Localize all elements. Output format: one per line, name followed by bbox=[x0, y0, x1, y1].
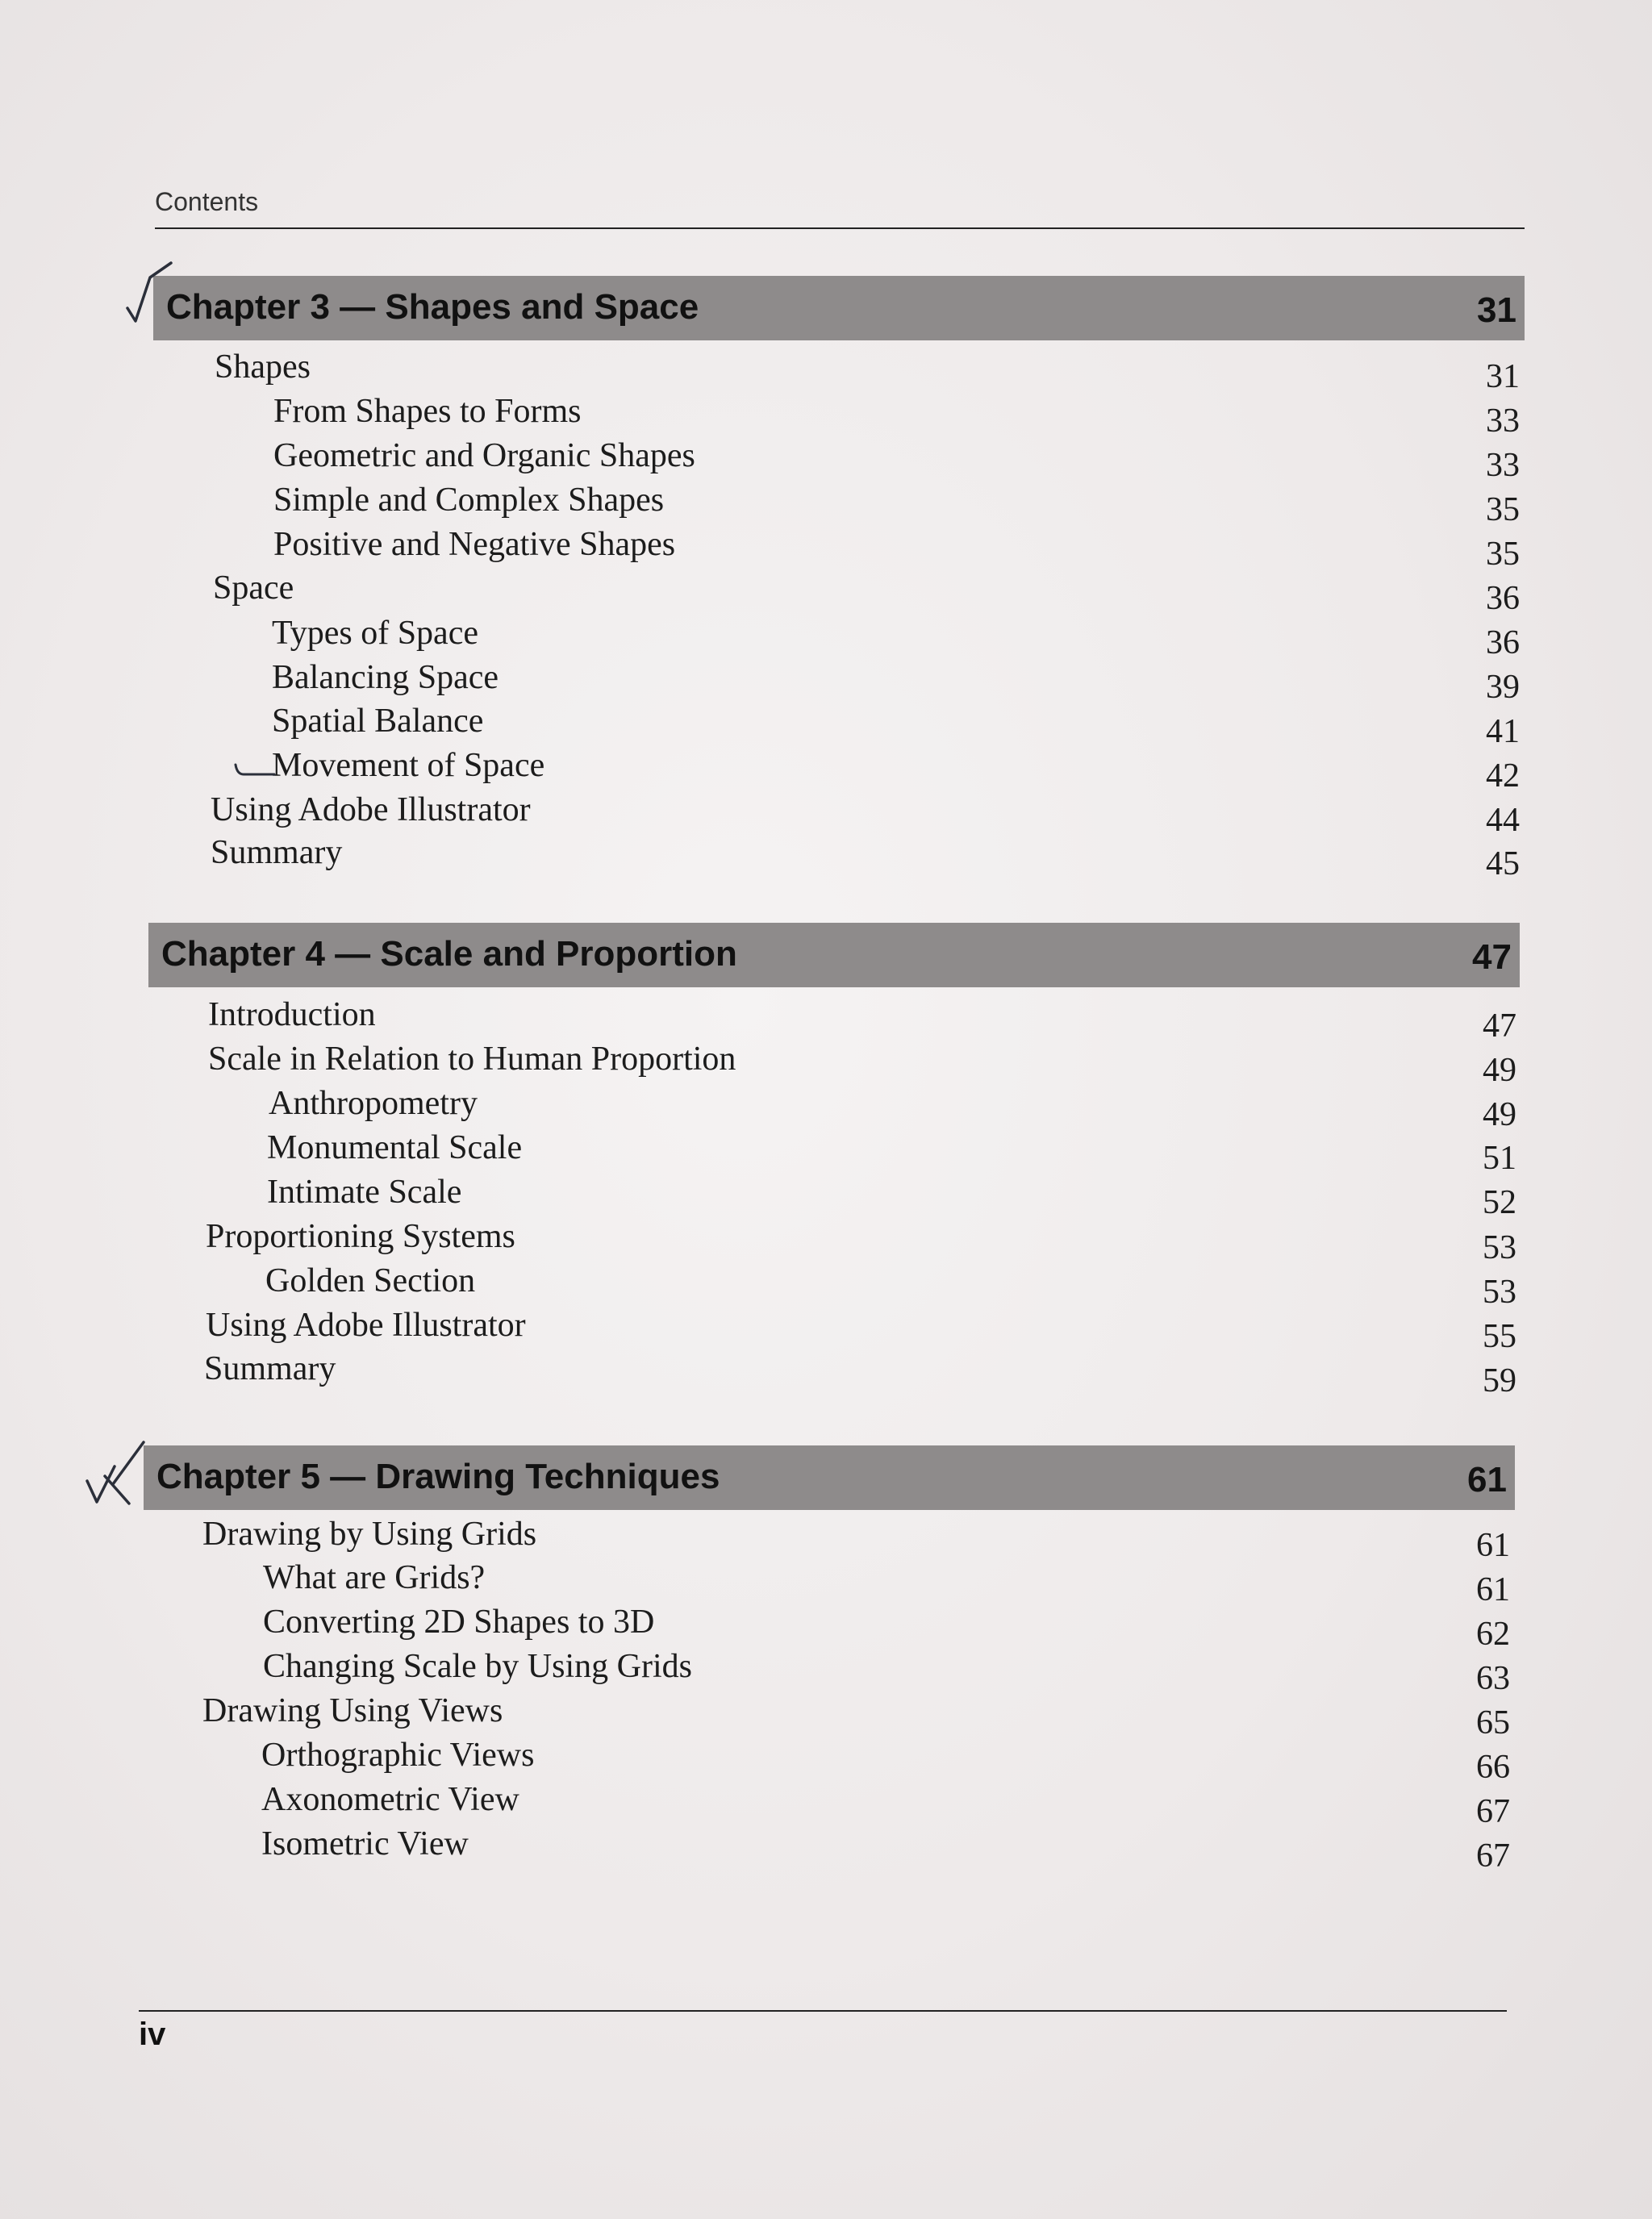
toc-entry: From Shapes to Forms bbox=[273, 393, 582, 430]
toc-entry: Isometric View bbox=[261, 1825, 469, 1862]
chapter-5-heading bbox=[144, 1445, 1515, 1510]
toc-page: 65 bbox=[1476, 1704, 1510, 1741]
toc-page: 49 bbox=[1483, 1052, 1516, 1089]
toc-page: 53 bbox=[1483, 1229, 1516, 1266]
toc-page: 33 bbox=[1486, 403, 1520, 440]
toc-page: 39 bbox=[1486, 669, 1520, 706]
toc-entry: Anthropometry bbox=[269, 1085, 478, 1122]
checkmark-icon bbox=[121, 258, 186, 331]
footer-rule bbox=[139, 2010, 1507, 2012]
toc-page: 42 bbox=[1486, 757, 1520, 795]
toc-entry: What are Grids? bbox=[263, 1559, 486, 1596]
toc-entry: Orthographic Views bbox=[261, 1737, 535, 1774]
chapter-title: Chapter 4 — Scale and Proportion bbox=[161, 934, 737, 974]
toc-page: 61 bbox=[1476, 1527, 1510, 1564]
pen-dash-mark bbox=[232, 758, 281, 782]
toc-entry: Space bbox=[213, 569, 294, 607]
toc-entry: Proportioning Systems bbox=[206, 1218, 515, 1255]
toc-entry: Golden Section bbox=[265, 1262, 476, 1299]
toc-entry: Changing Scale by Using Grids bbox=[263, 1648, 692, 1685]
running-header: Contents bbox=[155, 187, 259, 216]
toc-page: 55 bbox=[1483, 1318, 1516, 1355]
toc-page: 49 bbox=[1483, 1096, 1516, 1133]
toc-page: 36 bbox=[1486, 580, 1520, 617]
chapter-4-heading bbox=[148, 923, 1520, 987]
chapter-page: 61 bbox=[1467, 1460, 1507, 1499]
toc-page: 63 bbox=[1476, 1660, 1510, 1697]
toc-entry: Summary bbox=[204, 1350, 336, 1387]
toc-entry: Positive and Negative Shapes bbox=[273, 526, 676, 563]
toc-page: 33 bbox=[1486, 447, 1520, 484]
chapter-title: Chapter 5 — Drawing Techniques bbox=[156, 1457, 720, 1496]
toc-page: 61 bbox=[1476, 1571, 1510, 1608]
toc-page: 66 bbox=[1476, 1749, 1510, 1786]
checkmark-icon bbox=[81, 1434, 161, 1515]
toc-entry: Monumental Scale bbox=[267, 1129, 523, 1166]
toc-page: 59 bbox=[1483, 1362, 1516, 1399]
toc-entry: Converting 2D Shapes to 3D bbox=[263, 1604, 655, 1641]
chapter-3-heading bbox=[153, 276, 1525, 340]
toc-entry: Drawing Using Views bbox=[202, 1692, 503, 1729]
toc-page: 44 bbox=[1486, 802, 1520, 839]
toc-page: 36 bbox=[1486, 624, 1520, 661]
toc-page: 62 bbox=[1476, 1616, 1510, 1653]
toc-entry: Simple and Complex Shapes bbox=[273, 482, 665, 519]
toc-entry: Using Adobe Illustrator bbox=[211, 791, 531, 828]
chapter-page: 47 bbox=[1472, 937, 1512, 977]
toc-page: 35 bbox=[1486, 491, 1520, 528]
toc-entry: Using Adobe Illustrator bbox=[206, 1307, 526, 1344]
toc-page: 53 bbox=[1483, 1274, 1516, 1311]
toc-entry: Introduction bbox=[208, 996, 376, 1033]
toc-entry: Drawing by Using Grids bbox=[202, 1516, 537, 1553]
page-number: iv bbox=[139, 2017, 166, 2052]
toc-entry: Spatial Balance bbox=[272, 703, 484, 740]
toc-entry: Movement of Space bbox=[272, 747, 545, 784]
toc-page: 45 bbox=[1486, 845, 1520, 882]
toc-page: 47 bbox=[1483, 1007, 1516, 1045]
toc-page: 35 bbox=[1486, 536, 1520, 573]
toc-entry: Summary bbox=[211, 834, 343, 871]
toc-entry: Geometric and Organic Shapes bbox=[273, 437, 695, 474]
toc-page: 52 bbox=[1483, 1184, 1516, 1221]
toc-page: 31 bbox=[1486, 358, 1520, 395]
chapter-title: Chapter 3 — Shapes and Space bbox=[166, 287, 699, 327]
toc-entry: Scale in Relation to Human Proportion bbox=[208, 1041, 736, 1078]
toc-entry: Balancing Space bbox=[272, 659, 499, 696]
toc-entry: Types of Space bbox=[272, 615, 478, 652]
toc-page: 51 bbox=[1483, 1140, 1516, 1177]
toc-entry: Intimate Scale bbox=[267, 1174, 462, 1211]
header-rule bbox=[155, 227, 1525, 229]
toc-entry: Shapes bbox=[215, 348, 311, 386]
toc-page: 67 bbox=[1476, 1793, 1510, 1830]
toc-page: 67 bbox=[1476, 1837, 1510, 1875]
chapter-page: 31 bbox=[1477, 290, 1516, 330]
toc-entry: Axonometric View bbox=[261, 1781, 519, 1818]
toc-page: 41 bbox=[1486, 713, 1520, 750]
